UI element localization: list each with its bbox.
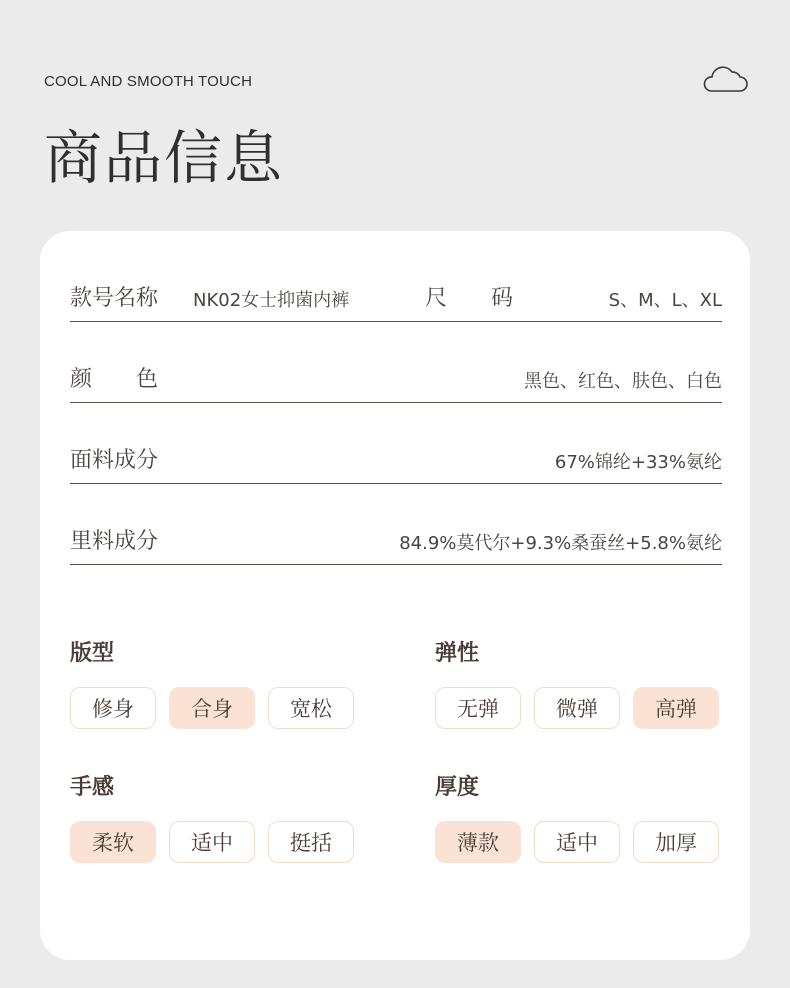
thickness-option-thick[interactable]: 加厚 — [633, 821, 719, 863]
cloud-icon — [702, 63, 748, 95]
spec-row-lining — [70, 524, 722, 565]
fit-option-loose[interactable]: 宽松 — [268, 687, 354, 729]
spec-value-model: NK02女士抑菌内裤 — [193, 290, 350, 311]
feel-options — [70, 821, 354, 863]
page-title: 商品信息 — [44, 124, 285, 192]
product-info-card — [40, 231, 750, 960]
thickness-option-thin[interactable]: 薄款 — [435, 821, 521, 863]
spec-row-model-size — [70, 281, 722, 322]
spec-value-lining: 84.9%莫代尔+9.3%桑蚕丝+5.8%氨纶 — [399, 533, 722, 554]
spec-label-fabric: 面料成分 — [70, 448, 159, 473]
section-label-fit: 版型 — [70, 641, 115, 666]
spec-label-color: 颜 色 — [70, 367, 159, 392]
spec-value-size: S、M、L、XL — [608, 290, 722, 311]
feel-option-soft[interactable]: 柔软 — [70, 821, 156, 863]
fit-options — [70, 687, 354, 729]
spec-row-color — [70, 362, 722, 403]
elasticity-option-high[interactable]: 高弹 — [633, 687, 719, 729]
elasticity-option-slight[interactable]: 微弹 — [534, 687, 620, 729]
fit-option-slim[interactable]: 修身 — [70, 687, 156, 729]
spec-value-fabric: 67%锦纶+33%氨纶 — [554, 452, 722, 473]
section-label-feel: 手感 — [70, 775, 115, 800]
feel-option-medium[interactable]: 适中 — [169, 821, 255, 863]
elasticity-options — [435, 687, 719, 729]
feel-option-stiff[interactable]: 挺括 — [268, 821, 354, 863]
spec-label-lining: 里料成分 — [70, 529, 159, 554]
thickness-options — [435, 821, 719, 863]
section-label-thickness: 厚度 — [435, 775, 480, 800]
spec-value-color: 黑色、红色、肤色、白色 — [524, 371, 722, 392]
spec-label-size: 尺 码 — [425, 286, 514, 311]
spec-label-model: 款号名称 — [70, 286, 159, 311]
section-label-elasticity: 弹性 — [435, 641, 480, 666]
tagline: COOL AND SMOOTH TOUCH — [44, 73, 253, 90]
fit-option-regular[interactable]: 合身 — [169, 687, 255, 729]
thickness-option-medium[interactable]: 适中 — [534, 821, 620, 863]
elasticity-option-none[interactable]: 无弹 — [435, 687, 521, 729]
spec-row-fabric — [70, 443, 722, 484]
